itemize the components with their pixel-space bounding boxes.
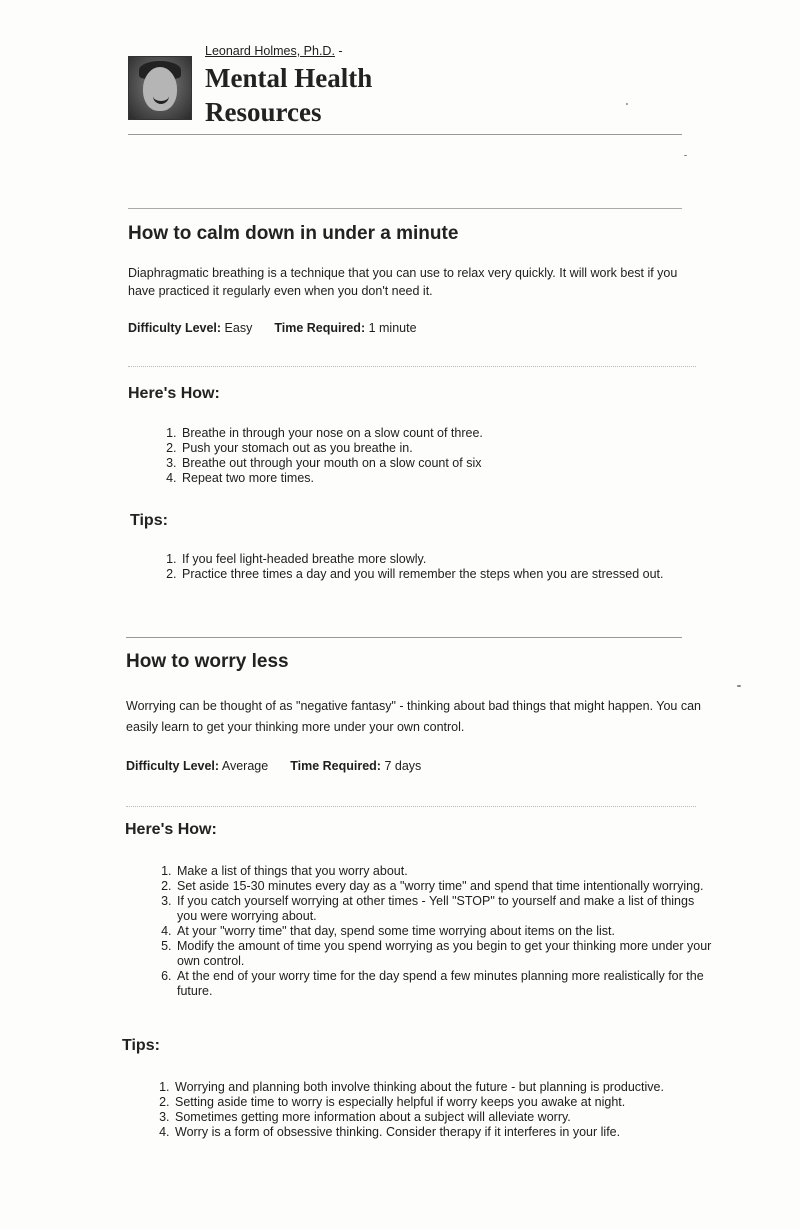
list-item: 1. Worrying and planning both involve thinking about the future - but planning is productive. [173, 1080, 693, 1095]
list-item: 1. Make a list of things that you worry about. [175, 864, 715, 879]
list-item: 5. Modify the amount of time you spend worrying as you begin to get your thinking more under your own control. [175, 939, 715, 969]
meta-divider [126, 806, 696, 807]
article2-intro: Worrying can be thought of as "negative fantasy" - thinking about bad things that might happen. You can easily learn to get your thinking more under your own control. [126, 699, 702, 734]
article1-tips-heading: Tips: [130, 512, 168, 529]
time-value: 1 minute [365, 321, 417, 335]
article2-title: How to worry less [126, 651, 289, 672]
list-item: 3. Sometimes getting more information about a subject will alleviate worry. [173, 1110, 693, 1125]
article1-intro: Diaphragmatic breathing is a technique that you can use to relax very quickly. It will work best if you have practiced it regularly even when you don't need it. [128, 266, 678, 298]
difficulty-value: Easy [221, 321, 253, 335]
scan-speck [684, 155, 687, 156]
site-title [205, 61, 465, 129]
list-item: 2. Setting aside time to worry is especially helpful if worry keeps you awake at night. [173, 1095, 693, 1110]
author-suffix: - [334, 44, 343, 58]
list-item: 2. Set aside 15-30 minutes every day as a "worry time" and spend that time intentionally worrying. [175, 879, 715, 894]
article1-meta [128, 321, 417, 335]
article1-title: How to calm down in under a minute [128, 223, 459, 244]
difficulty-label: Difficulty Level: [128, 321, 222, 335]
article1-tips [160, 552, 663, 582]
meta-divider [128, 366, 696, 367]
list-item: 2. Push your stomach out as you breathe in. [180, 441, 483, 456]
time-value: 7 days [380, 759, 422, 773]
header-divider [128, 134, 682, 135]
list-item: 4. Worry is a form of obsessive thinking. Consider therapy if it interferes in your life. [173, 1125, 693, 1140]
difficulty-label: Difficulty Level: [126, 759, 220, 773]
list-item: 1. If you feel light-headed breathe more slowly. [180, 552, 663, 567]
article2-meta [126, 759, 421, 773]
article1-steps [160, 426, 483, 486]
list-item: 4. At your "worry time" that day, spend some time worrying about items on the list. [175, 924, 715, 939]
time-label: Time Required: [290, 759, 381, 773]
list-item: 3. If you catch yourself worrying at other times - Yell "STOP" to yourself and make a list of things you were worrying about. [175, 894, 715, 924]
article-divider [126, 637, 682, 638]
difficulty-value: Average [219, 759, 269, 773]
scan-speck [626, 103, 628, 105]
article2-tips [153, 1080, 693, 1140]
section-divider [128, 208, 682, 209]
article2-howto-heading: Here's How: [125, 821, 217, 838]
article1-howto-heading: Here's How: [128, 385, 220, 402]
author-link[interactable]: Leonard Holmes, Ph.D. [205, 44, 335, 58]
scan-speck [737, 685, 741, 687]
article2-tips-heading: Tips: [122, 1037, 160, 1054]
list-item: 3. Breathe out through your mouth on a slow count of six [180, 456, 483, 471]
list-item: 4. Repeat two more times. [180, 471, 483, 486]
list-item: 6. At the end of your worry time for the day spend a few minutes planning more realistically for the future. [175, 969, 715, 999]
list-item: 2. Practice three times a day and you will remember the steps when you are stressed out. [180, 567, 663, 582]
time-label: Time Required: [274, 321, 366, 335]
site-title-line1: Mental Health [205, 63, 373, 93]
article2-steps [155, 864, 715, 999]
author-photo [128, 56, 192, 120]
author-byline [205, 44, 343, 58]
list-item: 1. Breathe in through your nose on a slow count of three. [180, 426, 483, 441]
site-title-line2: Resources [205, 97, 322, 127]
